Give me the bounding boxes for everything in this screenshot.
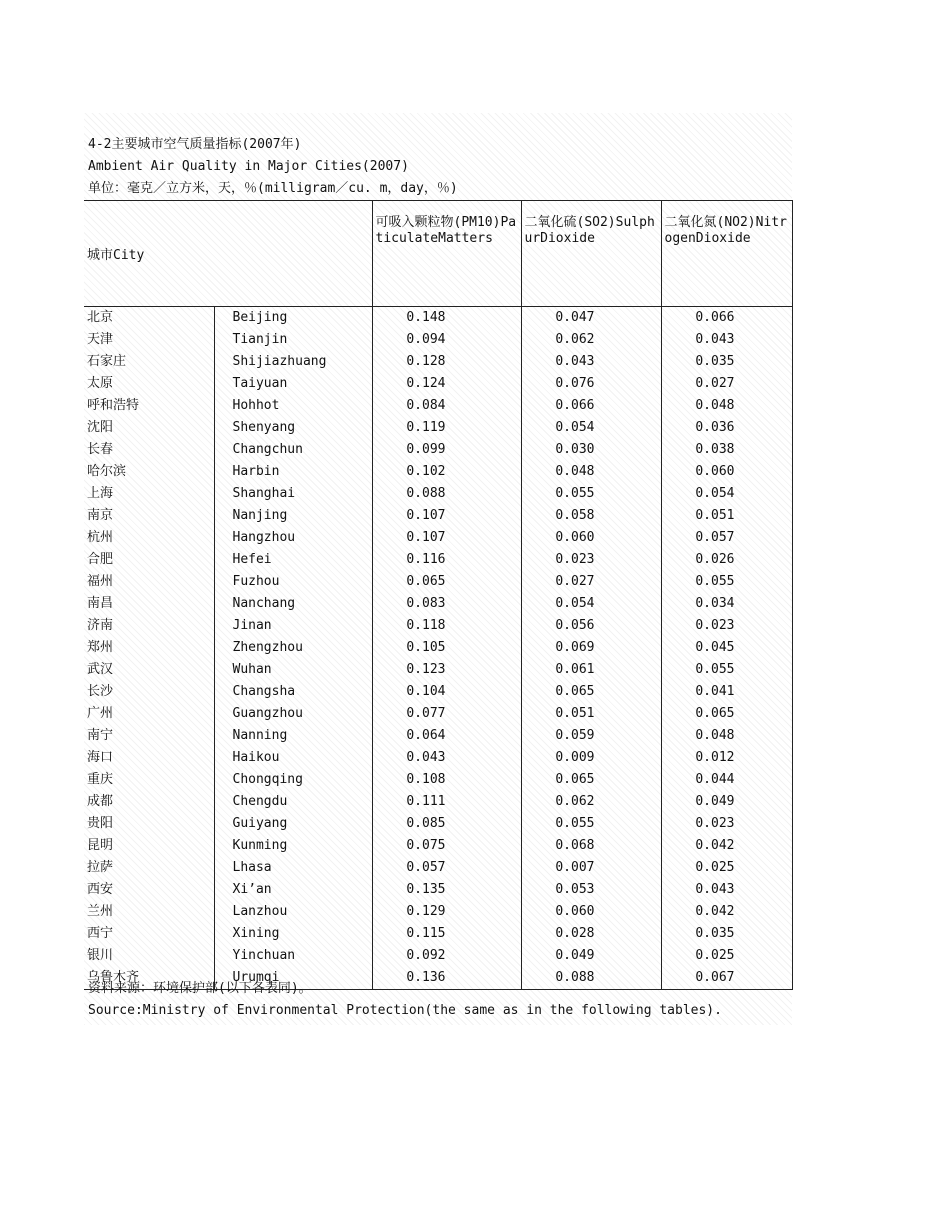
city-name-en: Chongqing [214,769,372,791]
city-name-cn: 昆明 [84,835,214,857]
pm10-value: 0.107 [372,505,521,527]
city-name-cn: 重庆 [84,769,214,791]
so2-value: 0.060 [521,901,661,923]
so2-value: 0.054 [521,593,661,615]
city-name-cn: 合肥 [84,549,214,571]
city-name-cn: 哈尔滨 [84,461,214,483]
so2-value: 0.009 [521,747,661,769]
no2-value: 0.043 [661,879,792,901]
table-row [84,945,792,967]
source-note-cn: 资料来源：环境保护部(以下各表同)。 [88,981,312,996]
no2-value: 0.035 [661,351,792,373]
table-row [84,505,792,527]
city-name-en: Fuzhou [214,571,372,593]
no2-value: 0.041 [661,681,792,703]
pm10-value: 0.105 [372,637,521,659]
city-name-en: Chengdu [214,791,372,813]
pm10-value: 0.092 [372,945,521,967]
table-row [84,901,792,923]
so2-value: 0.055 [521,483,661,505]
city-name-cn: 武汉 [84,659,214,681]
table-row [84,329,792,351]
so2-value: 0.047 [521,307,661,330]
city-name-en: Changsha [214,681,372,703]
city-name-cn: 济南 [84,615,214,637]
table-row [84,857,792,879]
so2-value: 0.062 [521,791,661,813]
city-name-en: Shijiazhuang [214,351,372,373]
no2-value: 0.025 [661,945,792,967]
city-name-cn: 长春 [84,439,214,461]
pm10-value: 0.116 [372,549,521,571]
city-name-en: Xining [214,923,372,945]
so2-value: 0.076 [521,373,661,395]
so2-value: 0.055 [521,813,661,835]
pm10-value: 0.129 [372,901,521,923]
city-name-en: Xi’an [214,879,372,901]
table-row [84,637,792,659]
city-name-cn: 拉萨 [84,857,214,879]
table-row [84,703,792,725]
city-name-en: Jinan [214,615,372,637]
pm10-value: 0.102 [372,461,521,483]
city-name-en: Nanjing [214,505,372,527]
spreadsheet-sheet [84,113,792,1025]
city-name-cn: 长沙 [84,681,214,703]
pm10-value: 0.084 [372,395,521,417]
pm10-value: 0.088 [372,483,521,505]
city-name-cn: 成都 [84,791,214,813]
city-name-en: Changchun [214,439,372,461]
header-so2: 二氧化硫(SO2)SulphurDioxide [521,201,661,307]
city-name-cn: 广州 [84,703,214,725]
city-name-cn: 南宁 [84,725,214,747]
no2-value: 0.060 [661,461,792,483]
so2-value: 0.068 [521,835,661,857]
air-quality-table [84,200,793,990]
header-city: 城市City [84,201,372,307]
city-name-en: Haikou [214,747,372,769]
pm10-value: 0.075 [372,835,521,857]
no2-value: 0.038 [661,439,792,461]
city-name-cn: 郑州 [84,637,214,659]
so2-value: 0.048 [521,461,661,483]
city-name-en: Urumqi [214,967,372,990]
city-name-cn: 海口 [84,747,214,769]
no2-value: 0.025 [661,857,792,879]
table-row [84,395,792,417]
pm10-value: 0.085 [372,813,521,835]
so2-value: 0.054 [521,417,661,439]
city-name-en: Kunming [214,835,372,857]
city-name-en: Zhengzhou [214,637,372,659]
pm10-value: 0.094 [372,329,521,351]
city-name-en: Shenyang [214,417,372,439]
so2-value: 0.030 [521,439,661,461]
city-name-cn: 上海 [84,483,214,505]
pm10-value: 0.043 [372,747,521,769]
no2-value: 0.051 [661,505,792,527]
so2-value: 0.060 [521,527,661,549]
no2-value: 0.012 [661,747,792,769]
pm10-value: 0.111 [372,791,521,813]
city-name-cn: 北京 [84,307,214,330]
city-name-cn: 南昌 [84,593,214,615]
city-name-en: Nanchang [214,593,372,615]
no2-value: 0.027 [661,373,792,395]
pm10-value: 0.077 [372,703,521,725]
no2-value: 0.035 [661,923,792,945]
pm10-value: 0.104 [372,681,521,703]
table-row [84,417,792,439]
no2-value: 0.065 [661,703,792,725]
no2-value: 0.023 [661,813,792,835]
so2-value: 0.043 [521,351,661,373]
source-note-en: Source:Ministry of Environmental Protection(the same as in the following tables). [88,1003,722,1018]
so2-value: 0.062 [521,329,661,351]
no2-value: 0.048 [661,395,792,417]
table-row [84,769,792,791]
city-name-en: Shanghai [214,483,372,505]
city-name-en: Hefei [214,549,372,571]
no2-value: 0.026 [661,549,792,571]
pm10-value: 0.064 [372,725,521,747]
no2-value: 0.036 [661,417,792,439]
city-name-cn: 贵阳 [84,813,214,835]
pm10-value: 0.124 [372,373,521,395]
table-row [84,791,792,813]
table-row [84,615,792,637]
pm10-value: 0.065 [372,571,521,593]
city-name-cn: 兰州 [84,901,214,923]
city-name-en: Beijing [214,307,372,330]
city-name-en: Nanning [214,725,372,747]
city-name-cn: 呼和浩特 [84,395,214,417]
city-name-en: Hangzhou [214,527,372,549]
table-row [84,439,792,461]
city-name-cn: 福州 [84,571,214,593]
so2-value: 0.027 [521,571,661,593]
city-name-cn: 沈阳 [84,417,214,439]
table-row [84,461,792,483]
so2-value: 0.049 [521,945,661,967]
table-row [84,483,792,505]
city-name-en: Hohhot [214,395,372,417]
pm10-value: 0.135 [372,879,521,901]
pm10-value: 0.083 [372,593,521,615]
no2-value: 0.066 [661,307,792,330]
table-row [84,725,792,747]
pm10-value: 0.128 [372,351,521,373]
no2-value: 0.042 [661,835,792,857]
no2-value: 0.055 [661,571,792,593]
city-name-en: Wuhan [214,659,372,681]
no2-value: 0.055 [661,659,792,681]
table-header-row [84,201,792,307]
table-title: 4-2主要城市空气质量指标(2007年) [88,137,302,152]
table-row [84,681,792,703]
table-row [84,835,792,857]
so2-value: 0.023 [521,549,661,571]
no2-value: 0.049 [661,791,792,813]
so2-value: 0.053 [521,879,661,901]
so2-value: 0.056 [521,615,661,637]
no2-value: 0.048 [661,725,792,747]
so2-value: 0.088 [521,967,661,990]
city-name-en: Taiyuan [214,373,372,395]
so2-value: 0.066 [521,395,661,417]
city-name-cn: 西安 [84,879,214,901]
so2-value: 0.069 [521,637,661,659]
no2-value: 0.044 [661,769,792,791]
table-row [84,879,792,901]
city-name-cn: 银川 [84,945,214,967]
city-name-en: Guiyang [214,813,372,835]
city-name-en: Harbin [214,461,372,483]
header-pm10: 可吸入颗粒物(PM10)PaticulateMatters [372,201,521,307]
table-row [84,549,792,571]
so2-value: 0.059 [521,725,661,747]
pm10-value: 0.119 [372,417,521,439]
pm10-value: 0.123 [372,659,521,681]
pm10-value: 0.148 [372,307,521,330]
no2-value: 0.023 [661,615,792,637]
table-row [84,813,792,835]
so2-value: 0.061 [521,659,661,681]
no2-value: 0.054 [661,483,792,505]
so2-value: 0.028 [521,923,661,945]
city-name-cn: 杭州 [84,527,214,549]
header-no2: 二氧化氮(NO2)NitrogenDioxide [661,201,792,307]
pm10-value: 0.057 [372,857,521,879]
no2-value: 0.067 [661,967,792,990]
city-name-cn: 天津 [84,329,214,351]
table-row [84,571,792,593]
table-row [84,923,792,945]
no2-value: 0.045 [661,637,792,659]
city-name-cn: 南京 [84,505,214,527]
so2-value: 0.065 [521,769,661,791]
table-row [84,527,792,549]
city-name-cn: 石家庄 [84,351,214,373]
city-name-en: Yinchuan [214,945,372,967]
table-row [84,593,792,615]
city-name-en: Tianjin [214,329,372,351]
table-row [84,659,792,681]
city-name-en: Guangzhou [214,703,372,725]
pm10-value: 0.136 [372,967,521,990]
so2-value: 0.051 [521,703,661,725]
so2-value: 0.065 [521,681,661,703]
city-name-cn: 西宁 [84,923,214,945]
city-name-en: Lanzhou [214,901,372,923]
pm10-value: 0.115 [372,923,521,945]
city-name-en: Lhasa [214,857,372,879]
table-row [84,747,792,769]
city-name-cn: 太原 [84,373,214,395]
table-subtitle: Ambient Air Quality in Major Cities(2007) [88,159,409,174]
table-row [84,307,792,330]
table-body [84,307,792,990]
pm10-value: 0.099 [372,439,521,461]
city-name-cn: 乌鲁木齐 [84,967,214,990]
pm10-value: 0.108 [372,769,521,791]
no2-value: 0.043 [661,329,792,351]
no2-value: 0.057 [661,527,792,549]
no2-value: 0.034 [661,593,792,615]
so2-value: 0.058 [521,505,661,527]
no2-value: 0.042 [661,901,792,923]
table-row [84,351,792,373]
so2-value: 0.007 [521,857,661,879]
pm10-value: 0.107 [372,527,521,549]
pm10-value: 0.118 [372,615,521,637]
unit-label: 单位：毫克／立方米，天，％(milligram／cu. m，day，％) [88,181,458,196]
table-row [84,373,792,395]
